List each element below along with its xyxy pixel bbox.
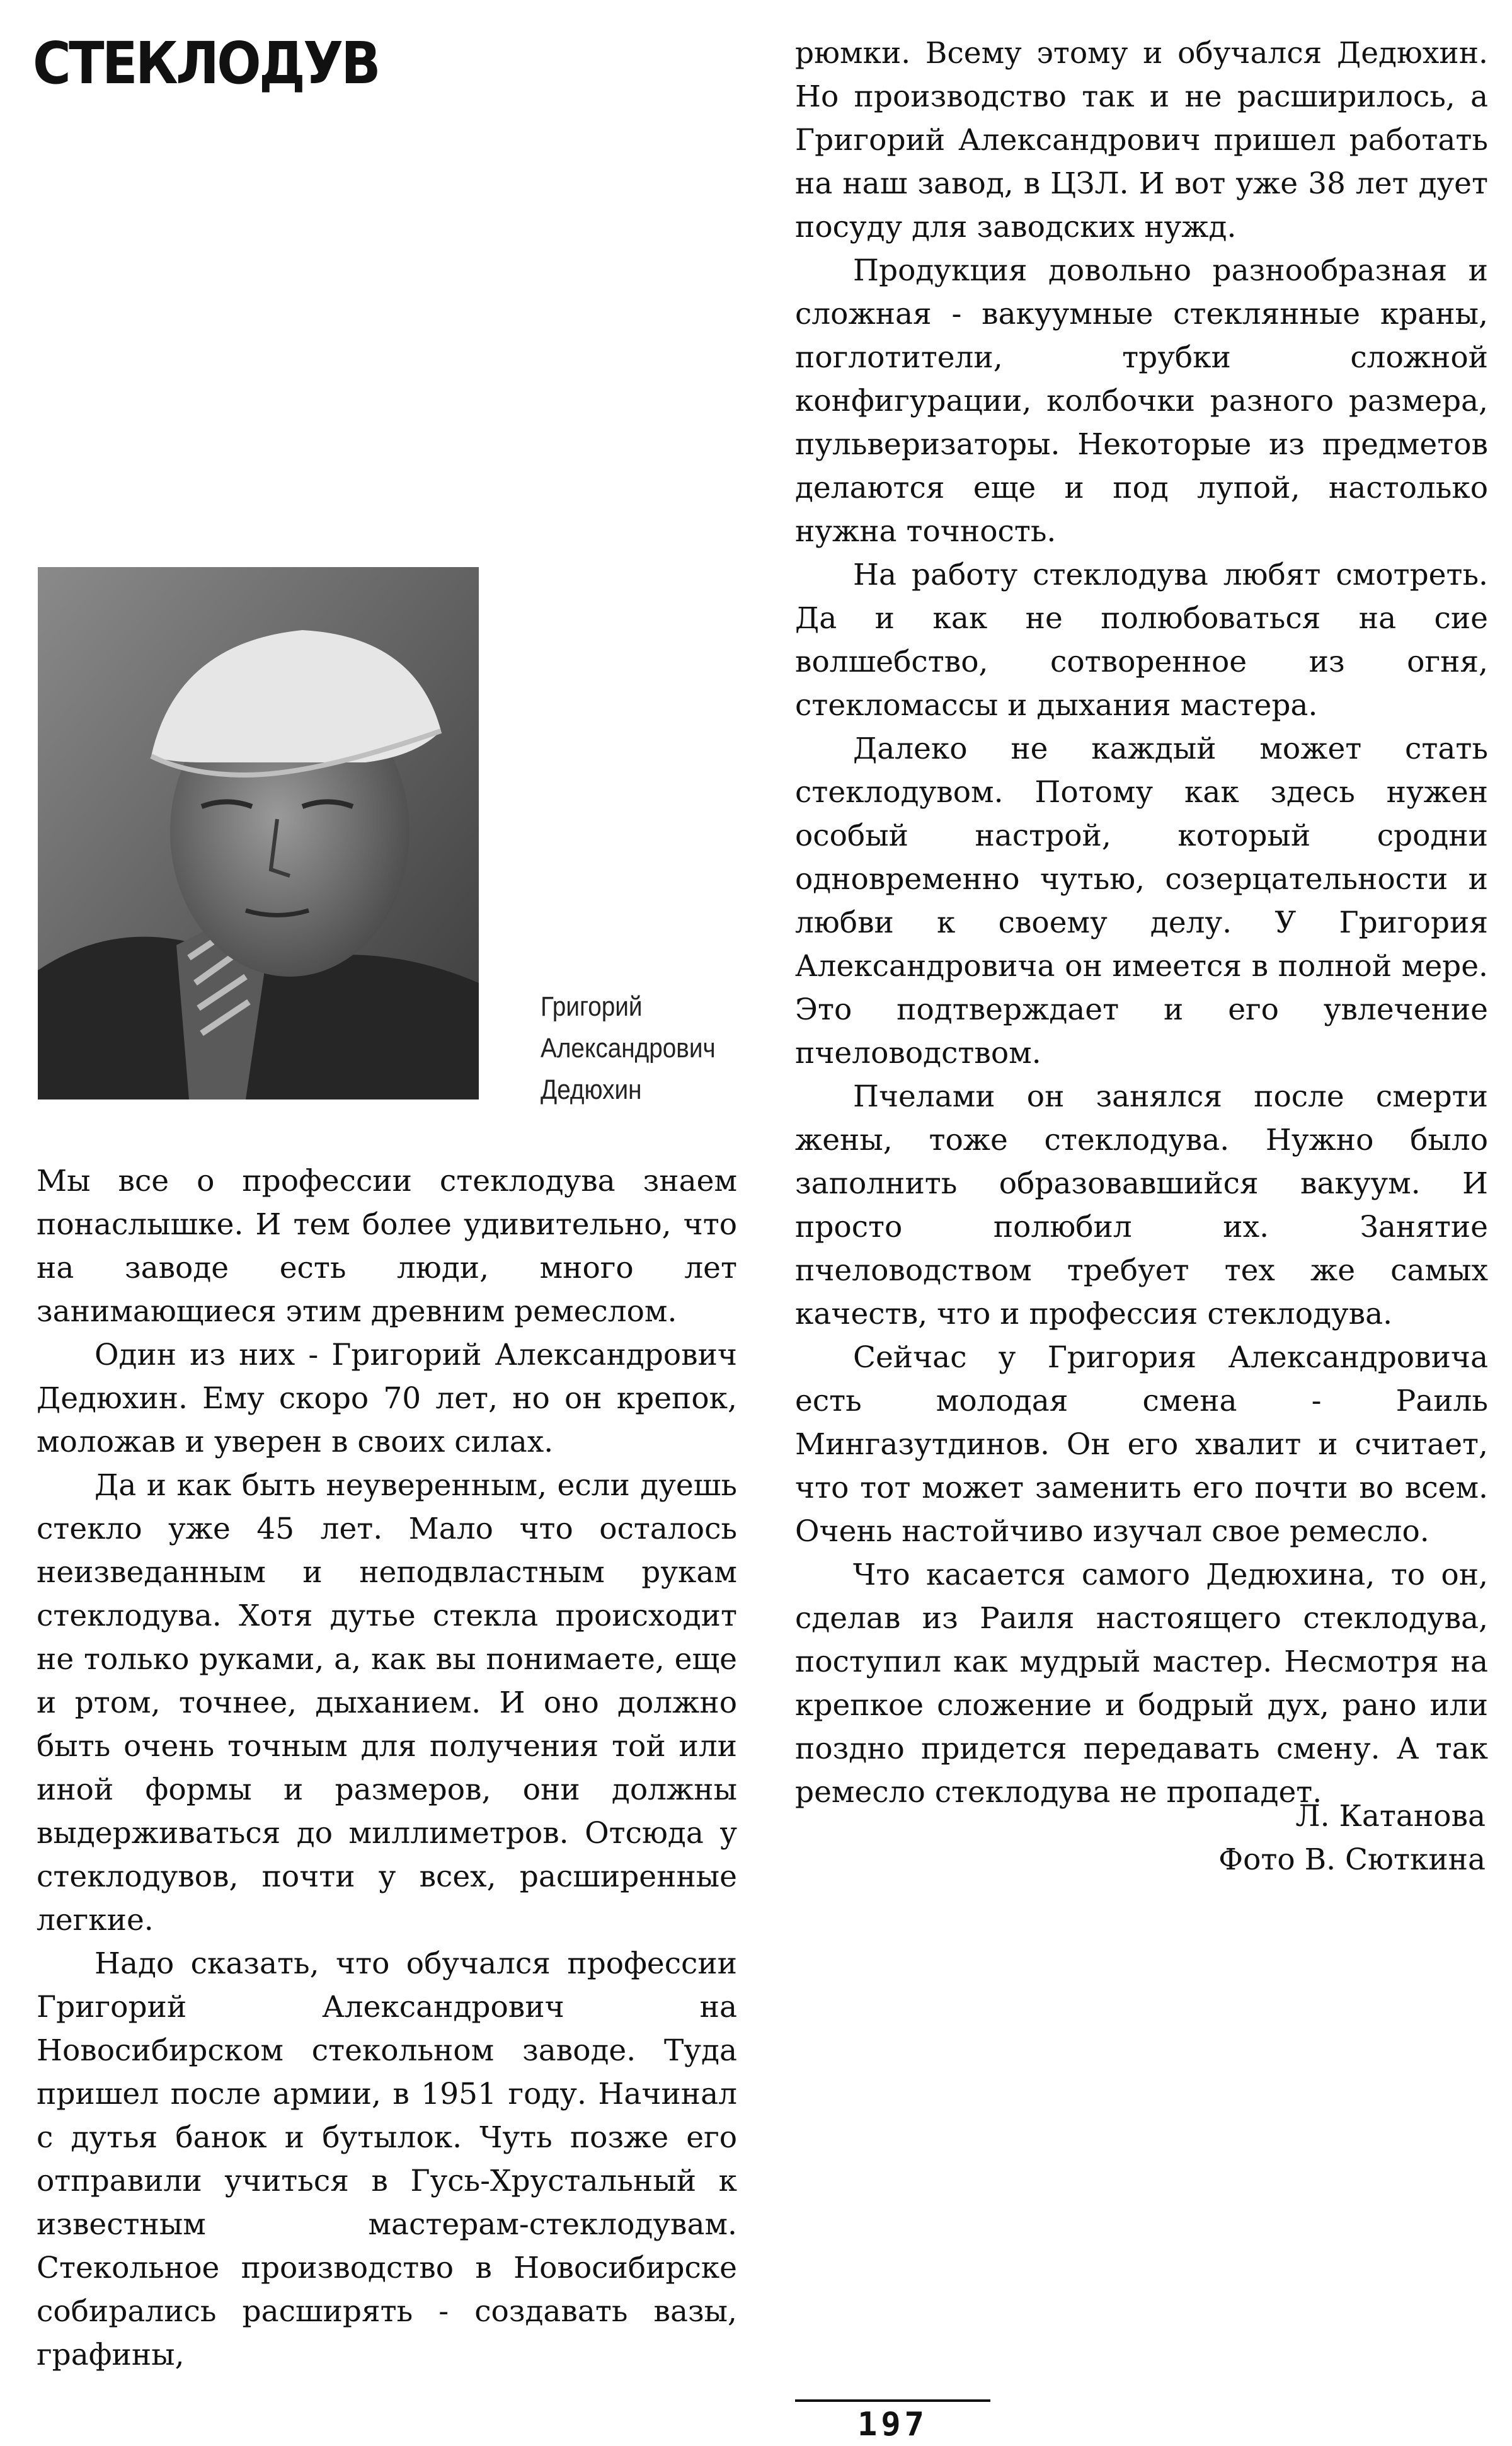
caption-line: Григорий	[541, 991, 643, 1022]
paragraph: Да и как быть неуверенным, если дуешь стекло уже 45 лет. Мало что осталось неизведанным и неподвластным рукам стеклодува. Хотя дутье стекла происходит не только руками, а, как вы понимаете, еще и ртом, точнее, дыханием. И оно должно быть очень точным для получения той или иной формы и размеров, они должны выдерживаться до миллиметров. Отсюда у стеклодувов, почти у всех, расширенные легкие.	[37, 1468, 737, 1938]
byline	[1218, 1794, 1486, 1881]
paragraph: На работу стеклодува любят смотреть. Да и как не полюбоваться на сие волшебство, сотворенное из огня, стекломассы и дыхания мастера.	[795, 558, 1488, 723]
portrait-illustration	[38, 567, 479, 1100]
photo-caption	[541, 986, 723, 1111]
paragraph: Мы все о профессии стеклодува знаем понаслышке. И тем более удивительно, что на заводе есть люди, много лет занимающиеся этим древним ремеслом.	[37, 1164, 737, 1329]
portrait-photo	[38, 567, 479, 1100]
paragraph: Что касается самого Дедюхина, то он, сделав из Раиля настоящего стеклодува, поступил как мудрый мастер. Несмотря на крепкое сложение и бодрый дух, рано или поздно придется передавать смену. А так ремесло стеклодува не пропадет.	[795, 1558, 1488, 1810]
left-column	[37, 1159, 737, 2377]
paragraph: рюмки. Всему этому и обучался Дедюхин. Но производство так и не расширилось, а Григорий Александрович пришел работать на наш завод, в ЦЗЛ. И вот уже 38 лет дует посуду для заводских нужд.	[795, 36, 1488, 244]
paragraph: Один из них - Григорий Александрович Дедюхин. Ему скоро 70 лет, но он крепок, моложав и уверен в своих силах.	[37, 1338, 737, 1459]
paragraph: Далеко не каждый может стать стеклодувом. Потому как здесь нужен особый настрой, который сродни одновременно чутью, созерцательности и любви к своему делу. У Григория Александровича он имеется в полной мере. Это подтверждает и его увлечение пчеловодством.	[795, 732, 1488, 1071]
article-title: СТЕКЛОДУВ	[33, 30, 379, 97]
author-name: Л. Катанова	[1295, 1799, 1486, 1834]
paragraph: Продукция довольно разнообразная и сложная - вакуумные стеклянные краны, поглотители, трубки сложной конфигурации, колбочки разного размера, пульверизаторы. Некоторые из предметов делаются еще и под лупой, настолько нужна точность.	[795, 253, 1488, 549]
photo-credit: Фото В. Сюткина	[1218, 1842, 1486, 1877]
paragraph: Сейчас у Григория Александровича есть молодая смена - Раиль Мингазутдинов. Он его хвалит и считает, что тот может заменить его почти во всем. Очень настойчиво изучал свое ремесло.	[795, 1340, 1488, 1549]
caption-line: Александрович	[541, 1033, 716, 1064]
paragraph: Надо сказать, что обучался профессии Григорий Александрович на Новосибирском стекольном заводе. Туда пришел после армии, в 1951 году. Начинал с дутья банок и бутылок. Чуть позже его отправили учиться в Гусь-Хрустальный к известным мастерам-стеклодувам. Стекольное производство в Новосибирске собирались расширять - создавать вазы, графины,	[37, 1946, 737, 2372]
page-number: 197	[857, 2406, 928, 2443]
caption-line: Дедюхин	[541, 1074, 642, 1105]
page-number-rule	[795, 2399, 990, 2402]
paragraph: Пчелами он занялся после смерти жены, тоже стеклодува. Нужно было заполнить образовавшийся вакуум. И просто полюбил их. Занятие пчеловодством требует тех же самых качеств, что и профессия стеклодува.	[795, 1079, 1488, 1331]
right-column	[795, 32, 1488, 1814]
